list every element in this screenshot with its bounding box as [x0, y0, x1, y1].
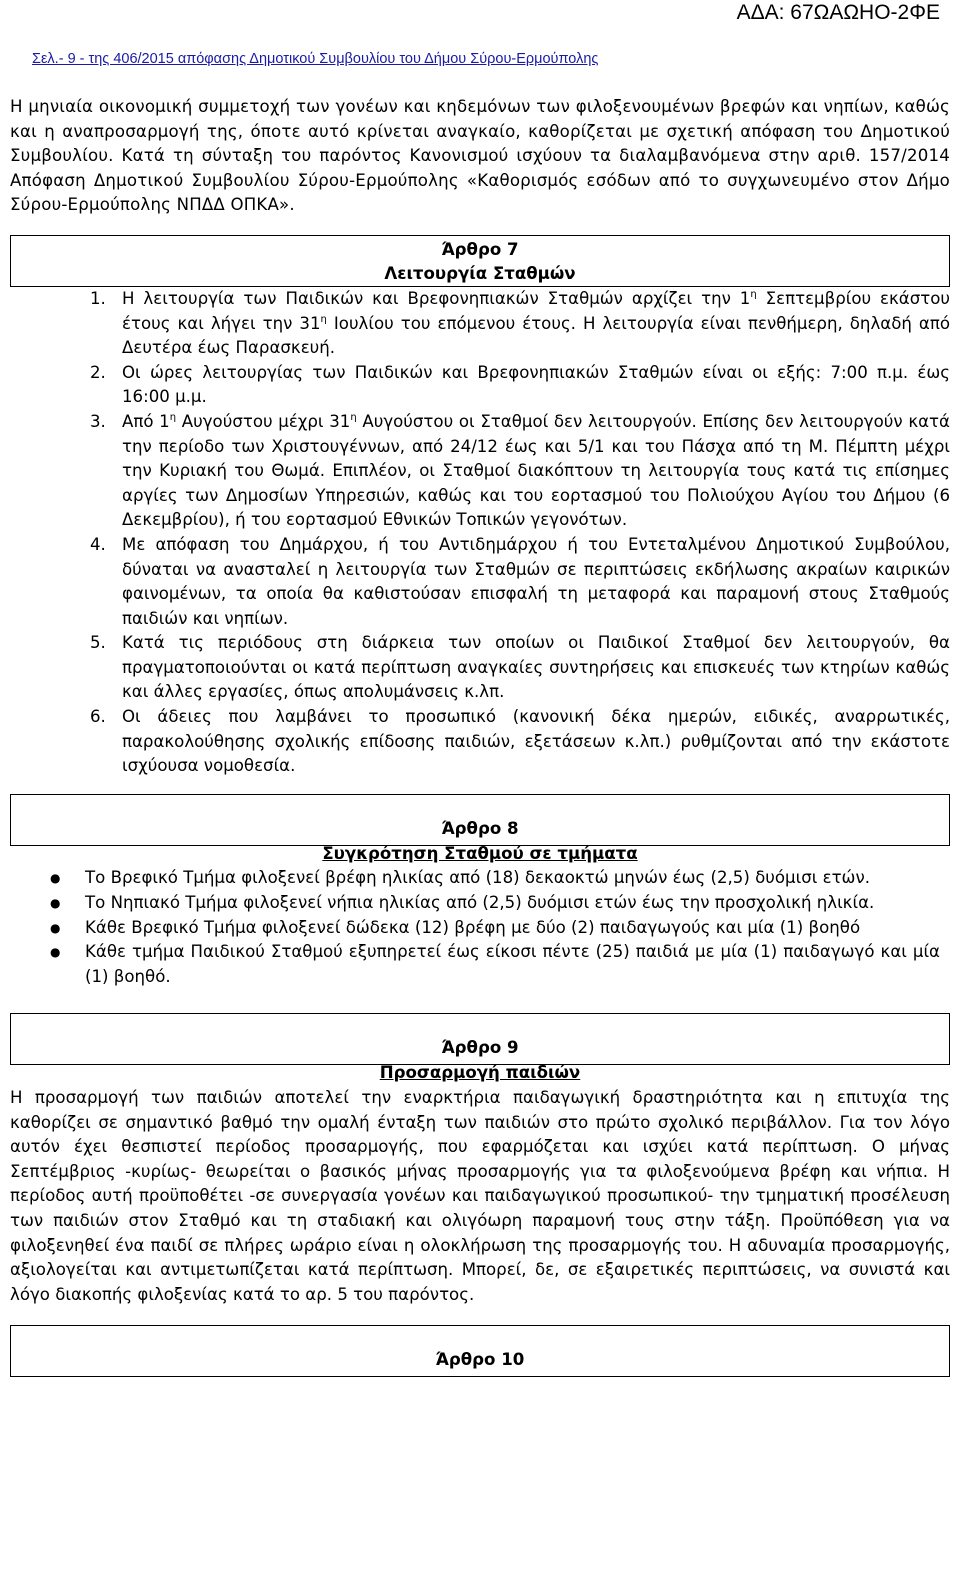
list-item: 1. Η λειτουργία των Παιδικών και Βρεφονηπιακών Σταθμών αρχίζει την $1^\eta$ Σεπτεμβρίου εκάστου έτους και λήγει την $31^\eta$ Ιουλίου του επόμενου έτους. Η λειτουργία είναι πενθήμερη, δηλαδή από Δευτέρα έως Παρασκευή.: [90, 288, 950, 358]
bullet-icon: ●: [50, 945, 61, 960]
bullet-icon: ●: [50, 920, 61, 935]
article-10-title: Άρθρο 10: [435, 1350, 525, 1370]
article-9-heading: [10, 1013, 950, 1065]
article-7-subtitle: Λειτουργία Σταθμών: [384, 263, 576, 283]
article-8-subtitle-wrap: [10, 842, 950, 867]
item-number: 3.: [90, 411, 106, 431]
article-8-heading: [10, 794, 950, 846]
list-item: 5. Κατά τις περιόδους στη διάρκεια των οποίων οι Παιδικοί Σταθμοί δεν λειτουργούν, θα πραγματοποιούνται οι κατά περίπτωση αναγκαίες συντηρήσεις και επισκευές των κτηρίων καθώς και άλλες εργασίες, όπως απολυμάνσεις κ.λπ.: [90, 633, 950, 702]
list-item: 2. Οι ώρες λειτουργίας των Παιδικών και Βρεφονηπιακών Σταθμών είναι οι εξής: 7:00 π.μ. έως 16:00 μ.μ.: [90, 362, 950, 407]
bullet-icon: ●: [50, 896, 61, 911]
article-10-heading: [10, 1325, 950, 1377]
list-item: ● Κάθε τμήμα Παιδικού Σταθμού εξυπηρετεί έως είκοσι πέντε (25) παιδιά με μία (1) παιδαγωγό και μία (1) βοηθό.: [50, 942, 940, 986]
bullet-icon: ●: [50, 871, 61, 886]
list-item: 4. Με απόφαση του Δημάρχου, ή του Αντιδημάρχου ή του Εντεταλμένου Δημοτικού Συμβούλου, δύναται να ανασταλεί η λειτουργία των Σταθμών σε περιπτώσεις εκδήλωσης ακραίων καιρικών φαινομένων, τα οποία θα καθιστούσαν επισφαλή τη μεταφορά και παραμονή στους Σταθμούς παιδιών και νηπίων.: [90, 534, 950, 628]
item-number: 2.: [90, 362, 106, 382]
article-9-subtitle-wrap: [10, 1061, 950, 1086]
article-7-heading: [10, 235, 950, 287]
article-9-subtitle: Προσαρμογή παιδιών: [379, 1063, 581, 1083]
article-8-title: Άρθρο 8: [441, 818, 519, 838]
article-7-list: [10, 287, 950, 779]
article-9-text: Η προσαρμογή των παιδιών αποτελεί την εναρκτήρια παιδαγωγική δραστηριότητα και η επιτυχία της καθορίζει σε σημαντικό βαθμό την ομαλή ένταξη των παιδιών στο πρώτο σχολικό περιβάλλον. Για τον λόγο αυτόν έχει θεσπιστεί περίοδος προσαρμογής, που εφαρμόζεται και ισχύει κατά περίπτωση. Ο μήνας Σεπτέμβριος -κυρίως- θεωρείται ο βασικός μήνας προσαρμογής για τα φιλοξενούμενα βρέφη και νήπια. Η περίοδος αυτή προϋποθέτει -σε συνεργασία γονέων και παιδαγωγικού προσωπικού- την τμηματική προσέλευση των παιδιών στον Σταθμό και τη σταδιακή και ολιγόωρη παραμονή τους στην τάξη. Προϋπόθεση για να φιλοξενηθεί ένα παιδί σε πλήρες ωράριο είναι η ολοκλήρωση της προσαρμογής του. Η αδυναμία προσαρμογής, αξιολογείται και αντιμετωπίζεται κατά περίπτωση. Μπορεί, δε, σε εξαιρετικές περιπτώσεις, να συνιστά και λόγο διακοπής φιλοξενίας κατά το αρ. 5 του παρόντος.: [10, 1088, 950, 1304]
page-reference-link[interactable]: Σελ.- 9 - της 406/2015 απόφασης Δημοτικού Συμβουλίου του Δήμου Σύρου-Ερμούπολης: [32, 51, 599, 67]
item-number: 1.: [90, 288, 106, 308]
list-item: ● Το Νηπιακό Τμήμα φιλοξενεί νήπια ηλικίας από (2,5) δυόμισι ετών έως την προσχολική ηλικία.: [10, 891, 950, 916]
list-item: 6. Οι άδειες που λαμβάνει το προσωπικό (κανονική δέκα ημερών, ειδικές, αναρρωτικές, παρακολούθησης σχολικής επίδοσης παιδιών, εξετάσεων κ.λπ.) ρυθμίζονται από την εκάστοτε ισχύουσα νομοθεσία.: [90, 707, 950, 776]
item-number: 6.: [90, 707, 106, 727]
list-item: 3. Από $1^\eta$ Αυγούστου μέχρι $31^\eta$ Αυγούστου οι Σταθμοί δεν λειτουργούν. Επίσης δεν λειτουργούν κατά την περίοδο των Χριστουγέννων, από 24/12 έως και 5/1 και του Πάσχα από τη Μ. Πέμπτη μέχρι την Κυριακή του Θωμά. Επιπλέον, οι Σταθμοί διακόπτουν τη λειτουργία τους κατά τις επίσημες αργίες των Δημοσίων Υπηρεσιών, καθώς και του εορτασμού του Πολιούχου Αγίου του Δήμου (6 Δεκεμβρίου), ή του εορτασμού Εθνικών Τοπικών γεγονότων.: [90, 411, 950, 530]
document-body: [10, 95, 950, 1377]
article-7-title: Άρθρο 7: [441, 239, 519, 259]
list-item: ● Κάθε Βρεφικό Τμήμα φιλοξενεί δώδεκα (12) βρέφη με δύο (2) παιδαγωγούς και μία (1) βοηθό: [10, 916, 950, 941]
article-8-subtitle: Συγκρότηση Σταθμού σε τμήματα: [322, 843, 638, 863]
list-item: ● Το Βρεφικό Τμήμα φιλοξενεί βρέφη ηλικίας από (18) δεκαοκτώ μηνών έως (2,5) δυόμισι ετών.: [10, 866, 950, 891]
item-number: 5.: [90, 633, 106, 653]
intro-paragraph: Η μηνιαία οικονομική συμμετοχή των γονέων και κηδεμόνων των φιλοξενουμένων βρεφών και νηπίων, καθώς και η αναπροσαρμογή της, όποτε αυτό κρίνεται αναγκαίο, καθορίζεται με σχετική απόφαση του Δημοτικού Συμβουλίου. Κατά τη σύνταξη του παρόντος Κανονισμού ισχύουν τα διαλαμβανόμενα στην αριθ. 157/2014 Απόφαση Δημοτικού Συμβουλίου Σύρου-Ερμούπολης «Καθορισμός εσόδων από το συγχωνευμένο στον Δήμο Σύρου-Ερμούπολης ΝΠΔΔ ΟΠΚΑ».: [10, 97, 950, 215]
article-8-list: [10, 866, 950, 989]
item-number: 4.: [90, 534, 106, 554]
ada-code: ΑΔΑ: 67ΩΑΩΗΟ-2ΦΕ: [736, 1, 940, 24]
article-9-title: Άρθρο 9: [441, 1038, 519, 1058]
